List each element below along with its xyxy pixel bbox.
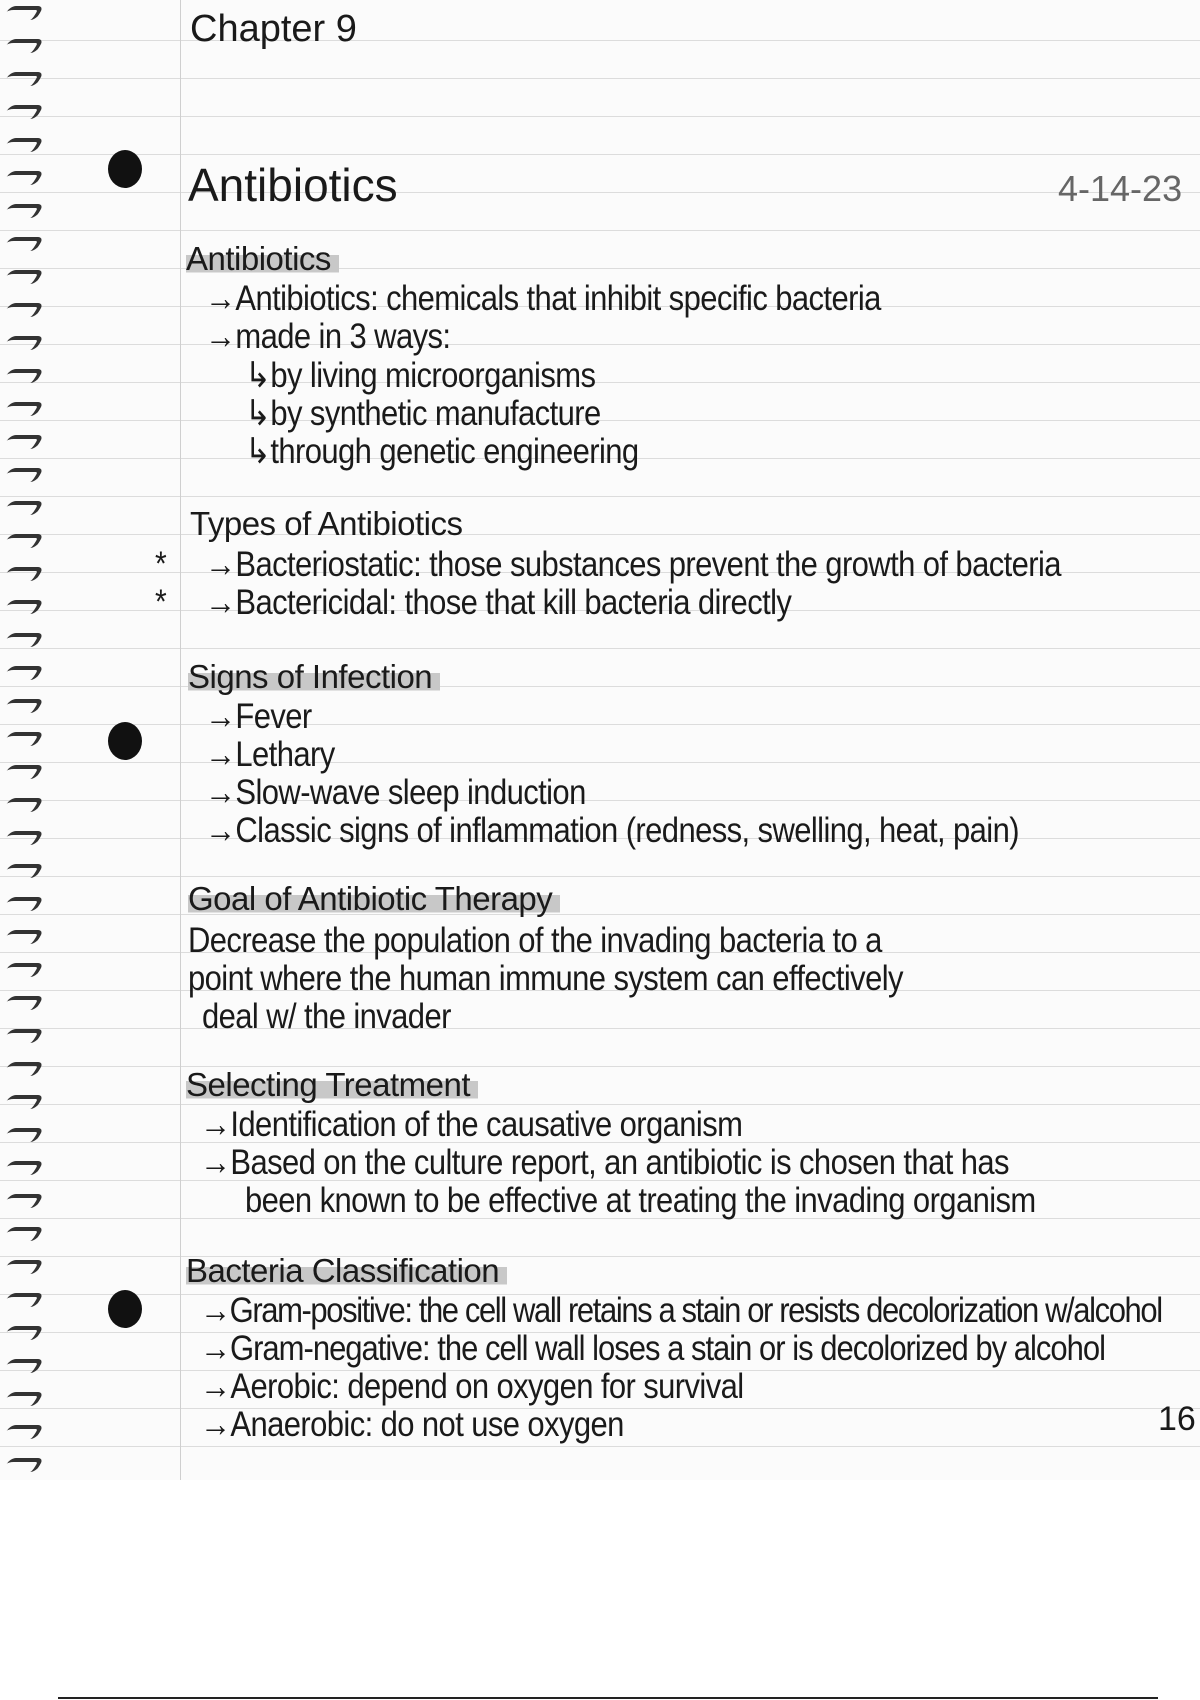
- spiral-coil: [2, 897, 44, 911]
- spiral-coil: [2, 798, 44, 812]
- spiral-coil: [2, 237, 44, 251]
- spiral-coil: [2, 1062, 44, 1076]
- spiral-coil: [2, 1029, 44, 1043]
- spiral-binding: [0, 0, 44, 1480]
- spiral-coil: [2, 72, 44, 86]
- date: 4-14-23: [1058, 168, 1183, 209]
- section-heading: Bacteria Classification: [186, 1252, 507, 1290]
- note-line: Decrease the population of the invading bacteria to a: [188, 920, 882, 961]
- note-line: →Antibiotics: chemicals that inhibit specific bacteria: [205, 278, 881, 319]
- note-line: →Bactericidal: those that kill bacteria directly: [205, 582, 792, 623]
- spiral-coil: [2, 39, 44, 53]
- spiral-coil: [2, 1293, 44, 1307]
- note-line: →Identification of the causative organism: [200, 1104, 743, 1145]
- punch-hole: [108, 722, 142, 760]
- note-line: been known to be effective at treating the invading organism: [245, 1180, 1036, 1221]
- page-title: Antibiotics: [188, 159, 398, 211]
- star-mark: *: [155, 583, 167, 621]
- spiral-coil: [2, 1392, 44, 1406]
- spiral-coil: [2, 666, 44, 680]
- section-heading: Goal of Antibiotic Therapy: [188, 880, 560, 918]
- spiral-coil: [2, 204, 44, 218]
- spiral-coil: [2, 600, 44, 614]
- spiral-coil: [2, 831, 44, 845]
- spiral-coil: [2, 6, 44, 20]
- note-line: →Fever: [205, 696, 312, 737]
- spiral-coil: [2, 567, 44, 581]
- spiral-coil: [2, 336, 44, 350]
- spiral-coil: [2, 996, 44, 1010]
- spiral-coil: [2, 963, 44, 977]
- section-heading: Signs of Infection: [188, 658, 440, 696]
- spiral-coil: [2, 1128, 44, 1142]
- note-line: deal w/ the invader: [202, 996, 451, 1037]
- spiral-coil: [2, 138, 44, 152]
- section-heading: Types of Antibiotics: [190, 505, 463, 542]
- spiral-coil: [2, 1326, 44, 1340]
- spiral-coil: [2, 765, 44, 779]
- punch-hole: [108, 1290, 142, 1328]
- note-line: →Bacteriostatic: those substances prevent the growth of bacteria: [205, 544, 1061, 585]
- spiral-coil: [2, 1095, 44, 1109]
- note-line: →Gram-negative: the cell wall loses a stain or is decolorized by alcohol: [200, 1328, 1105, 1369]
- spiral-coil: [2, 534, 44, 548]
- spiral-coil: [2, 1425, 44, 1439]
- note-line: ↳through genetic engineering: [245, 431, 639, 472]
- note-line: →made in 3 ways:: [205, 316, 451, 357]
- punch-hole: [108, 150, 142, 188]
- note-line: →Based on the culture report, an antibiotic is chosen that has: [200, 1142, 1009, 1183]
- spiral-coil: [2, 1227, 44, 1241]
- spiral-coil: [2, 732, 44, 746]
- note-line: ↳by living microorganisms: [245, 355, 596, 396]
- spiral-coil: [2, 1161, 44, 1175]
- section-heading: Selecting Treatment: [186, 1066, 478, 1104]
- star-mark: *: [155, 545, 167, 583]
- spiral-coil: [2, 402, 44, 416]
- note-line: →Slow-wave sleep induction: [205, 772, 586, 813]
- spiral-coil: [2, 633, 44, 647]
- note-line: ↳by synthetic manufacture: [245, 393, 601, 434]
- margin-line: [180, 0, 181, 1480]
- spiral-coil: [2, 435, 44, 449]
- spiral-coil: [2, 1458, 44, 1472]
- spiral-coil: [2, 501, 44, 515]
- spiral-coil: [2, 930, 44, 944]
- note-line: →Anaerobic: do not use oxygen: [200, 1404, 624, 1445]
- spiral-coil: [2, 864, 44, 878]
- spiral-coil: [2, 699, 44, 713]
- note-line: →Gram-positive: the cell wall retains a stain or resists decolorization w/alcohol: [200, 1290, 1162, 1331]
- spiral-coil: [2, 105, 44, 119]
- page-number: 16: [1158, 1400, 1196, 1438]
- spiral-coil: [2, 468, 44, 482]
- note-line: →Aerobic: depend on oxygen for survival: [200, 1366, 744, 1407]
- spiral-coil: [2, 303, 44, 317]
- section-heading: Antibiotics: [186, 240, 339, 278]
- note-line: →Lethary: [205, 734, 335, 775]
- bottom-divider: [58, 1697, 1158, 1699]
- spiral-coil: [2, 1194, 44, 1208]
- spiral-coil: [2, 171, 44, 185]
- chapter-label: Chapter 9: [190, 8, 357, 50]
- spiral-coil: [2, 369, 44, 383]
- note-line: →Classic signs of inflammation (redness, swelling, heat, pain): [205, 810, 1019, 851]
- spiral-coil: [2, 1359, 44, 1373]
- spiral-coil: [2, 270, 44, 284]
- note-line: point where the human immune system can effectively: [188, 958, 903, 999]
- spiral-coil: [2, 1260, 44, 1274]
